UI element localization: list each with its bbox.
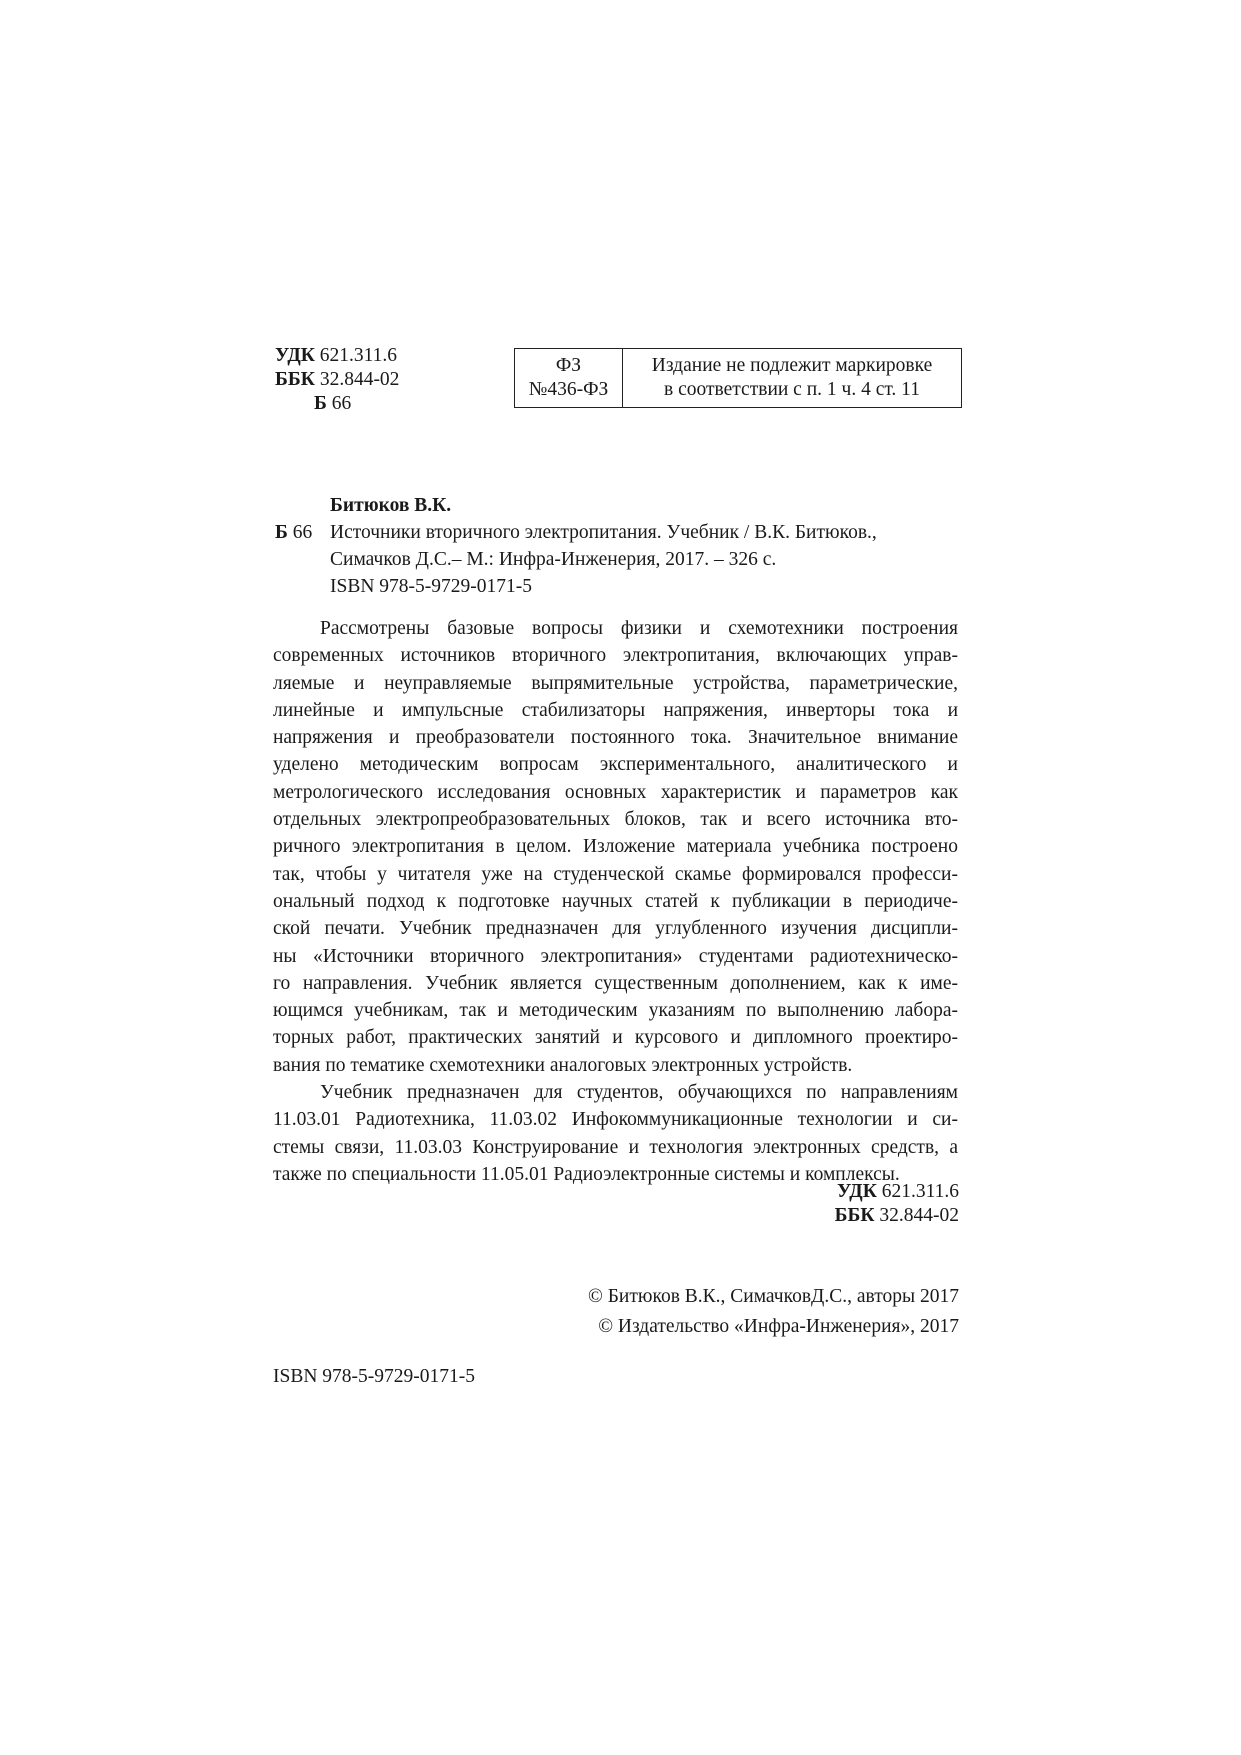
bbk-value: 32.844-02 [319,369,400,390]
udk-label: УДК [275,345,315,366]
marking-law-cell [515,349,623,407]
copyright-authors: © Битюков В.К., СимачковД.С., авторы 2017 [588,1286,959,1307]
biblio-line2: Симачков Д.С.– М.: Инфра-Инженерия, 2017. – 326 с. [330,549,777,570]
abstract-line: 11.03.01 Радиотехника, 11.03.02 Инфокоммуникационные технологии и си- [273,1109,958,1131]
abstract-paragraph-2 [273,1079,958,1188]
udk-top-line [275,344,399,368]
biblio-index-value: 66 [292,522,313,543]
udk-bottom-line [835,1180,959,1204]
udk-bottom-label: УДК [836,1181,877,1202]
udk-value: 621.311.6 [319,345,398,366]
abstract-line: ской печати. Учебник предназначен для углубленного изучения дисципли- [273,918,958,940]
bbk-bottom-label: ББК [834,1205,875,1226]
abstract-line: Рассмотрены базовые вопросы физики и схемотехники построения [320,618,958,639]
classification-top [275,344,399,416]
abstract-line: ющимся учебникам, так и методическим указаниям по выполнению лабора- [273,1000,958,1022]
abstract-line: уделено методическим вопросам экспериментального, аналитического и [273,754,958,776]
abstract-line: также по специальности 11.05.01 Радиоэлектронные системы и комплексы. [273,1163,900,1185]
biblio-index-label: Б [275,522,288,543]
abstract-line: Учебник предназначен для студентов, обучающихся по направлениям [320,1082,958,1104]
author-mark-line [275,392,399,416]
bbk-bottom-line [835,1204,959,1228]
bbk-label: ББК [275,369,315,390]
biblio-author: Битюков В.К. [330,495,452,516]
abstract-line: современных источников вторичного электропитания, включающих управ- [273,645,958,667]
author-mark-label: Б [314,393,327,414]
biblio-isbn: ISBN 978-5-9729-0171-5 [330,576,533,597]
udk-bottom-value: 621.311.6 [881,1181,959,1202]
abstract-line: так, чтобы у читателя уже на студенческой скамье формировался професси- [273,863,958,885]
marking-law-line2: №436-ФЗ [528,379,609,400]
abstract-line: ональный подход к подготовке научных статей к публикации в периодиче- [273,890,958,912]
abstract [273,615,958,1188]
marking-law-line1: ФЗ [555,355,582,376]
abstract-line: метрологического исследования основных характеристик и параметров как [273,781,958,803]
abstract-line: ричного электропитания в целом. Изложение материала учебника построено [273,836,958,858]
copyright-block [588,1282,959,1342]
classification-bottom [835,1180,959,1228]
marking-note-line1: Издание не подлежит маркировке [651,355,933,376]
abstract-line: стемы связи, 11.03.03 Конструирование и технология электронных средств, а [273,1136,958,1158]
marking-note-cell [623,349,961,407]
bbk-bottom-value: 32.844-02 [879,1205,959,1226]
bbk-top-line [275,368,399,392]
bibliographic-entry [275,492,975,600]
abstract-line: линейные и импульсные стабилизаторы напряжения, инверторы тока и [273,699,958,721]
abstract-line: ны «Источники вторичного электропитания» студентами радиотехническо- [273,945,958,967]
marking-note-line2: в соответствии с п. 1 ч. 4 ст. 11 [664,379,920,400]
biblio-title-line [275,519,975,546]
author-mark-value: 66 [331,393,352,414]
abstract-line: торных работ, практических занятий и курсового и дипломного проектиро- [273,1027,958,1049]
isbn-bottom: ISBN 978-5-9729-0171-5 [273,1366,476,1387]
biblio-line1: Источники вторичного электропитания. Учебник / В.К. Битюков., [330,522,877,543]
marking-box [514,348,962,408]
abstract-line: вания по тематике схемотехники аналоговых электронных устройств. [273,1054,853,1076]
abstract-line: ляемые и неуправляемые выпрямительные устройства, параметрические, [273,672,958,694]
copyright-publisher: © Издательство «Инфра-Инженерия», 2017 [598,1316,959,1337]
abstract-paragraph-1 [273,615,958,1079]
abstract-line: отдельных электропреобразовательных блоков, так и всего источника вто- [273,809,958,831]
biblio-index [275,519,330,546]
abstract-line: го направления. Учебник является существенным дополнением, как к име- [273,972,958,994]
abstract-line: напряжения и преобразователи постоянного тока. Значительное внимание [273,727,958,749]
